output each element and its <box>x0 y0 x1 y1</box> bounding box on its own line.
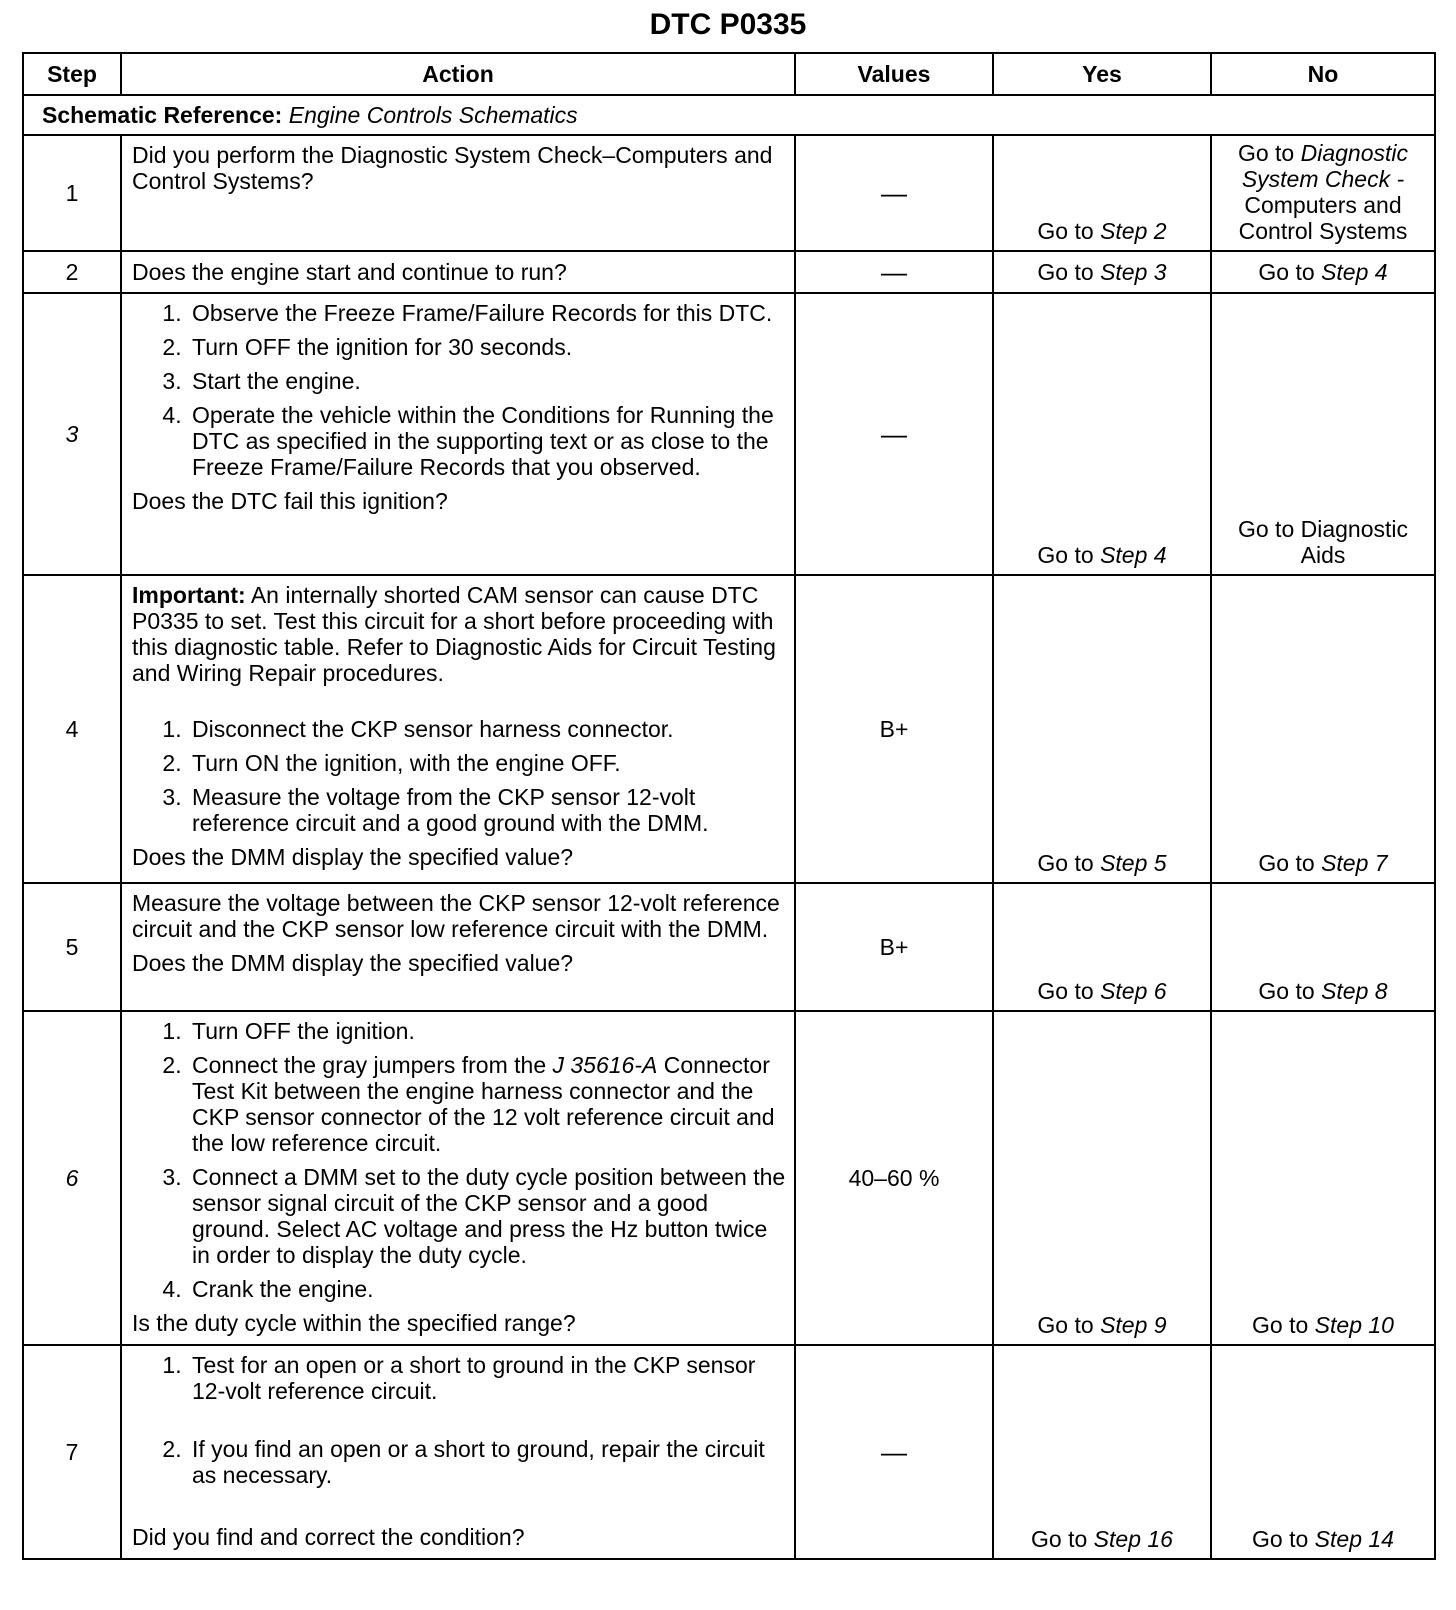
action-text: Did you perform the Diagnostic System Check–Computers and Control Systems? <box>132 142 773 194</box>
table-row <box>23 1345 1435 1559</box>
schematic-value: Engine Controls Schematics <box>288 102 578 128</box>
list-item: 2. Turn ON the ignition, with the engine OFF. <box>188 750 786 776</box>
step-link: Step 10 <box>1314 1312 1394 1338</box>
header-step: Step <box>23 53 121 95</box>
procedure-link-rest: Computers and Control Systems <box>1238 192 1408 244</box>
step-link: Step 9 <box>1100 1312 1167 1338</box>
important-text: An internally shorted CAM sensor can cause DTC P0335 to set. Test this circuit for a short before proceeding with this diagnostic table. Refer to Diagnostic Aids for Circuit Testing and Wiring Repair procedures. <box>132 582 776 686</box>
list-item: 3. Start the engine. <box>188 368 786 394</box>
goto-label: Go to <box>1037 259 1094 285</box>
yes-cell <box>993 251 1211 293</box>
goto-label: Go to <box>1031 1526 1088 1552</box>
value-cell: — <box>795 251 993 293</box>
step-link: Step 3 <box>1100 259 1167 285</box>
step-number: 3 <box>23 293 121 575</box>
action-cell <box>121 883 795 1011</box>
goto-label: Go to <box>1252 1312 1309 1338</box>
yes-cell <box>993 293 1211 575</box>
no-cell <box>1211 1011 1435 1345</box>
step-link: Step 7 <box>1321 850 1388 876</box>
list-item: 4. Operate the vehicle within the Conditions for Running the DTC as specified in the supporting text or as close to the Freeze Frame/Failure Records that you observed. <box>188 402 786 480</box>
procedure-list <box>132 1018 786 1302</box>
question-text: Does the DTC fail this ignition? <box>132 488 448 514</box>
procedure-list <box>132 716 786 836</box>
no-cell <box>1211 135 1435 251</box>
no-cell <box>1211 575 1435 883</box>
document-title: DTC P0335 <box>649 8 807 41</box>
schematic-row <box>23 95 1435 135</box>
step-number: 7 <box>23 1345 121 1559</box>
table-row <box>23 575 1435 883</box>
question-text: Does the DMM display the specified value? <box>132 844 574 870</box>
procedure-link: Go to Diagnostic Aids <box>1237 516 1409 568</box>
important-note <box>132 582 786 686</box>
step-link: Step 5 <box>1100 850 1167 876</box>
step-link: Step 4 <box>1100 542 1167 568</box>
list-item: 2. If you find an open or a short to ground, repair the circuit as necessary. <box>188 1436 786 1488</box>
goto-label: Go to <box>1037 542 1094 568</box>
schematic-reference <box>23 95 1435 135</box>
step-number: 1 <box>23 135 121 251</box>
goto-label: Go to <box>1037 850 1094 876</box>
table-row <box>23 251 1435 293</box>
table-row <box>23 883 1435 1011</box>
list-item: 1. Observe the Freeze Frame/Failure Records for this DTC. <box>188 300 786 326</box>
step-number: 5 <box>23 883 121 1011</box>
table-row <box>23 1011 1435 1345</box>
goto-label: Go to <box>1258 259 1315 285</box>
header-values: Values <box>795 53 993 95</box>
schematic-label: Schematic Reference: <box>42 102 283 128</box>
list-item-text: Connect the gray jumpers from the <box>192 1052 547 1078</box>
no-cell <box>1211 883 1435 1011</box>
step-link: Step 2 <box>1100 218 1167 244</box>
action-cell <box>121 135 795 251</box>
question-text: Did you find and correct the condition? <box>132 1524 525 1550</box>
list-item: 4. Crank the engine. <box>188 1276 786 1302</box>
yes-cell <box>993 575 1211 883</box>
important-label: Important: <box>132 582 246 608</box>
list-item: 1. Test for an open or a short to ground in the CKP sensor 12-volt reference circuit. <box>188 1352 786 1404</box>
step-number: 6 <box>23 1011 121 1345</box>
step-link: Step 14 <box>1314 1526 1394 1552</box>
goto-label: Go to <box>1252 1526 1309 1552</box>
procedure-link: Diagnostic System Check - <box>1241 140 1409 192</box>
action-text: Measure the voltage between the CKP sensor 12-volt reference circuit and the CKP sensor low reference circuit with the DMM. <box>132 890 780 942</box>
no-cell <box>1211 1345 1435 1559</box>
value-cell: B+ <box>795 883 993 1011</box>
value-cell: — <box>795 1345 993 1559</box>
goto-label: Go to <box>1037 218 1094 244</box>
list-item: 2. Turn OFF the ignition for 30 seconds. <box>188 334 786 360</box>
question-text: Does the DMM display the specified value? <box>132 950 574 976</box>
header-action: Action <box>121 53 795 95</box>
goto-label: Go to <box>1258 850 1315 876</box>
procedure-list <box>132 1352 786 1488</box>
step-link: Step 8 <box>1321 978 1388 1004</box>
goto-label: Go to <box>1037 1312 1094 1338</box>
action-cell <box>121 1011 795 1345</box>
yes-cell <box>993 1345 1211 1559</box>
yes-cell <box>993 883 1211 1011</box>
yes-cell <box>993 135 1211 251</box>
list-item: 3. Measure the voltage from the CKP sensor 12-volt reference circuit and a good ground with the DMM. <box>188 784 786 836</box>
step-link: Step 6 <box>1100 978 1167 1004</box>
value-cell: — <box>795 135 993 251</box>
goto-label: Go to <box>1258 978 1315 1004</box>
tool-reference: J 35616-A <box>552 1052 658 1078</box>
goto-label: Go to <box>1037 978 1094 1004</box>
action-cell <box>121 1345 795 1559</box>
step-link: Step 16 <box>1093 1526 1173 1552</box>
list-item: 1. Disconnect the CKP sensor harness connector. <box>188 716 786 742</box>
list-item-text: Connector Test Kit between the engine harness connector and the CKP sensor connector of the 12 volt reference circuit and the low reference circuit. <box>192 1052 775 1156</box>
action-cell <box>121 293 795 575</box>
yes-cell <box>993 1011 1211 1345</box>
action-text: Does the engine start and continue to run? <box>132 259 567 285</box>
step-number: 2 <box>23 251 121 293</box>
table-row <box>23 135 1435 251</box>
header-no: No <box>1211 53 1435 95</box>
diagnostic-table <box>22 52 1436 1560</box>
list-item <box>188 1052 786 1156</box>
value-cell: B+ <box>795 575 993 883</box>
step-number: 4 <box>23 575 121 883</box>
action-cell <box>121 251 795 293</box>
value-cell: 40–60 % <box>795 1011 993 1345</box>
action-cell <box>121 575 795 883</box>
list-item: 1. Turn OFF the ignition. <box>188 1018 786 1044</box>
question-text: Is the duty cycle within the specified range? <box>132 1310 576 1336</box>
value-cell: — <box>795 293 993 575</box>
table-row <box>23 293 1435 575</box>
header-row <box>23 53 1435 95</box>
goto-label: Go to <box>1237 140 1295 166</box>
header-yes: Yes <box>993 53 1211 95</box>
no-cell <box>1211 293 1435 575</box>
procedure-list <box>132 300 786 480</box>
step-link: Step 4 <box>1321 259 1388 285</box>
list-item: 3. Connect a DMM set to the duty cycle position between the sensor signal circuit of the CKP sensor and a good ground. Select AC voltage and press the Hz button twice in order to display the duty cycle. <box>188 1164 786 1268</box>
no-cell <box>1211 251 1435 293</box>
